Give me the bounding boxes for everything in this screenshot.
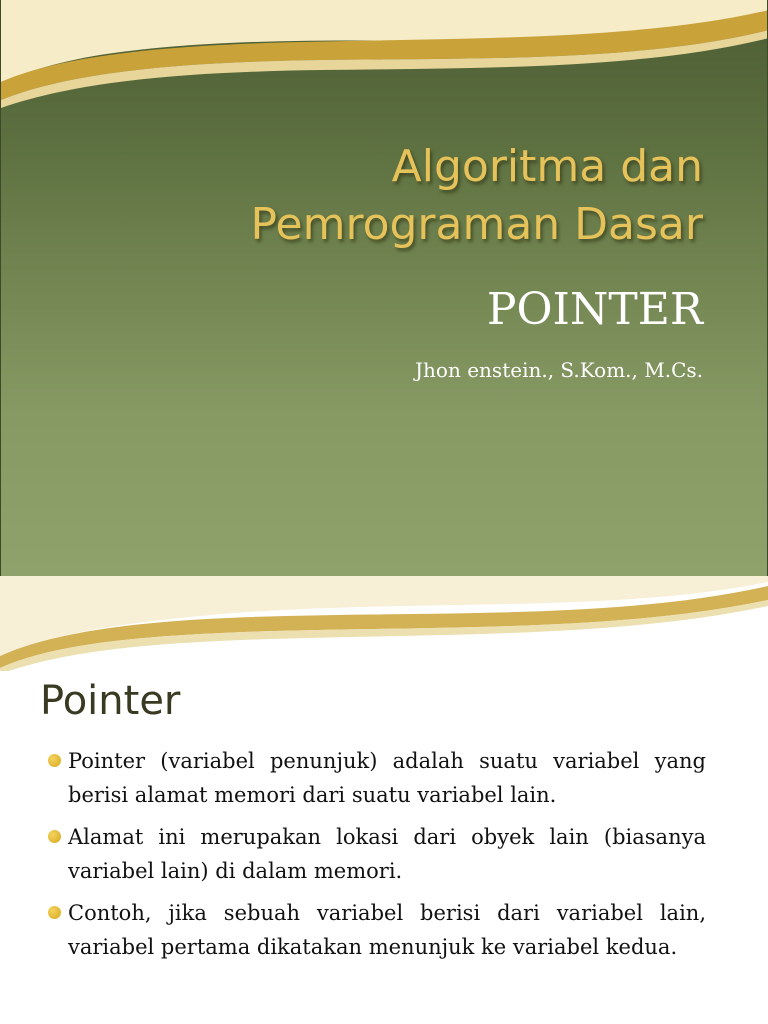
title-line-1: Algoritma dan: [391, 141, 703, 192]
bullet-list: [46, 744, 706, 972]
bullet-item: [46, 820, 706, 888]
decorative-swoosh-top: [1, 0, 768, 110]
bullet-dot-icon: [48, 830, 61, 843]
bullet-item: [46, 744, 706, 812]
presentation-title: [251, 138, 703, 254]
title-line-2: Pemrograman Dasar: [250, 199, 703, 250]
bullet-item: [46, 896, 706, 964]
author-name: Jhon enstein., S.Kom., M.Cs.: [415, 358, 703, 382]
slide-title: Pointer: [40, 678, 181, 724]
bullet-text: Pointer (variabel penunjuk) adalah suatu variabel yang berisi alamat memori dari suatu variabel lain.: [68, 749, 706, 807]
bullet-dot-icon: [48, 906, 61, 919]
bullet-dot-icon: [48, 754, 61, 767]
content-slide: [0, 576, 768, 1024]
decorative-swoosh-top: [0, 576, 768, 671]
presentation-subtitle: POINTER: [486, 284, 703, 335]
bullet-text: Contoh, jika sebuah variabel berisi dari variabel lain, variabel pertama dikatakan menunjuk ke variabel kedua.: [68, 901, 706, 959]
bullet-text: Alamat ini merupakan lokasi dari obyek lain (biasanya variabel lain) di dalam memori.: [68, 825, 706, 883]
